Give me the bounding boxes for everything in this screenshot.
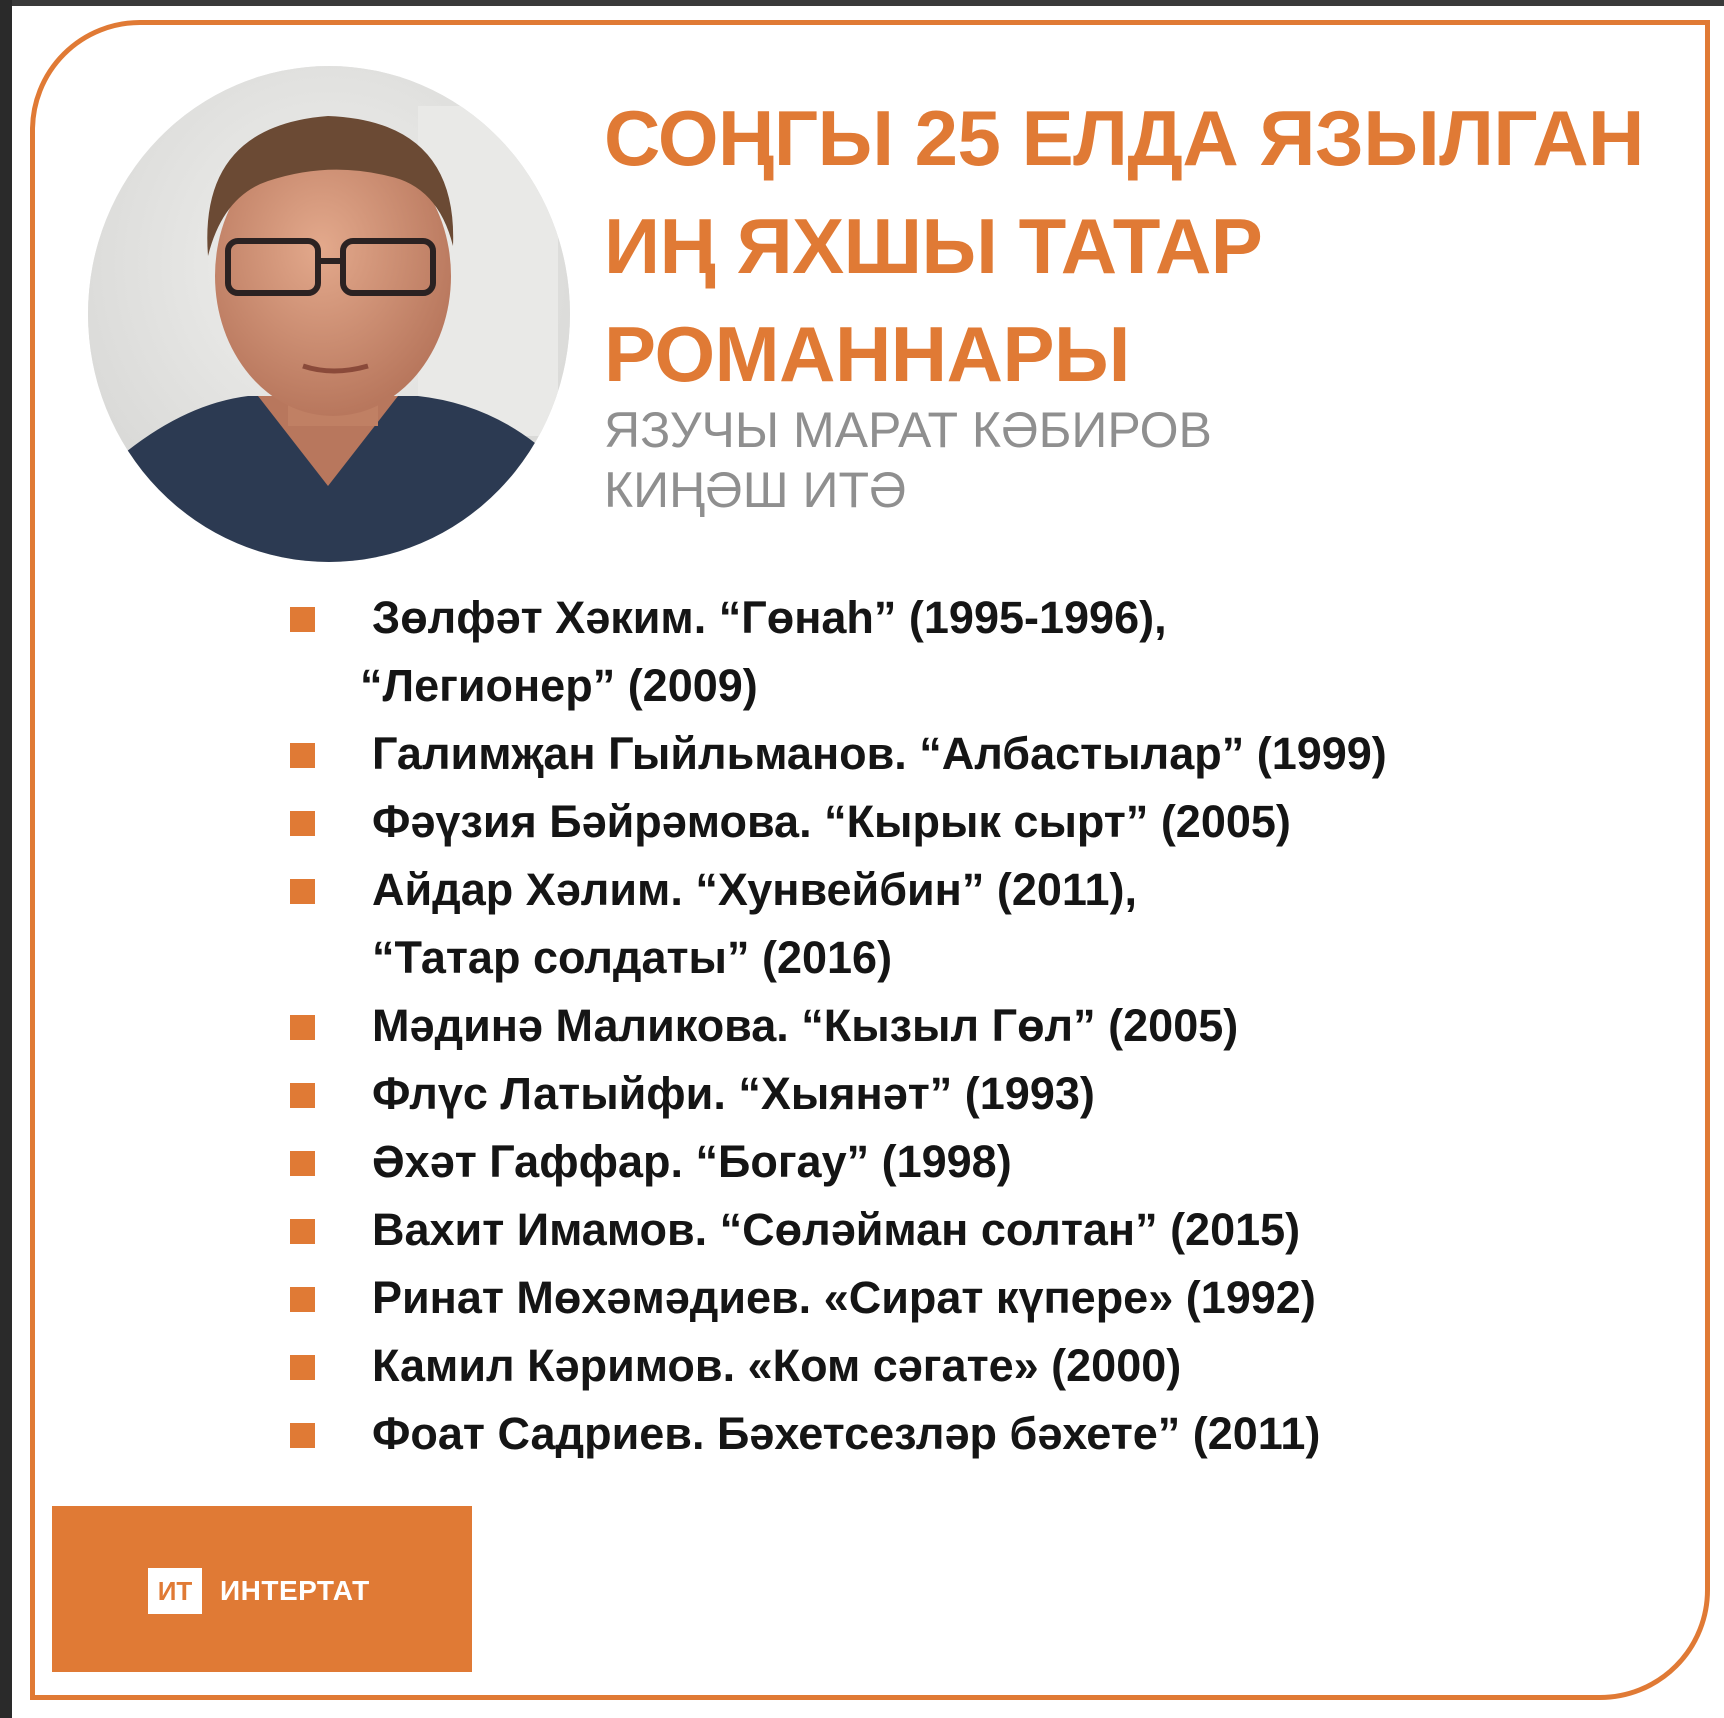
list-item [290,1332,1690,1400]
list-item [290,856,1690,992]
writer-portrait [88,66,570,562]
bullet-square-icon [290,811,315,836]
bullet-square-icon [290,1083,315,1108]
list-item-text: Камил Кәримов. «Ком сәгате» (2000) [372,1340,1182,1391]
intertat-logo-icon: ИТ [148,1568,202,1614]
bullet-square-icon [290,1423,315,1448]
subtitle-line-2: КИҢӘШ ИТӘ [604,462,907,518]
subtitle [604,400,1212,520]
bullet-square-icon [290,1151,315,1176]
intertat-logo-block [52,1506,472,1672]
list-item [290,1128,1690,1196]
list-item-text: Флүс Латыйфи. “Хыянәт” (1993) [372,1068,1095,1119]
headline-line-1: СОҢГЫ 25 ЕЛДА ЯЗЫЛГАН [604,94,1644,182]
window-edge-left [0,0,12,1718]
window-edge-top [0,0,1724,6]
list-item-text: Галимҗан Гыйльманов. “Албастылар” (1999) [372,728,1387,779]
bullet-square-icon [290,1355,315,1380]
list-item-text-continued: “Легионер” (2009) [360,660,758,711]
bullet-square-icon [290,1219,315,1244]
list-item [290,992,1690,1060]
bullet-square-icon [290,879,315,904]
list-item-text: Ринат Мөхәмәдиев. «Сират күпере» (1992) [372,1272,1316,1323]
intertat-logo-name: ИНТЕРТАТ [220,1575,370,1606]
headline-line-3: РОМАННАРЫ [604,310,1130,398]
bullet-square-icon [290,1287,315,1312]
headline [604,84,1684,408]
list-item-text: Айдар Хәлим. “Хунвейбин” (2011), [372,864,1137,915]
bullet-square-icon [290,1015,315,1040]
subtitle-line-1: ЯЗУЧЫ МАРАТ КӘБИРОВ [604,402,1212,458]
list-item-text: Фоат Садриев. Бәхетсезләр бәхете” (2011) [372,1408,1321,1459]
list-item-text: Мәдинә Маликова. “Кызыл Гөл” (2005) [372,1000,1239,1051]
novel-list [290,584,1690,1468]
list-item [290,1060,1690,1128]
list-item-text: Зөлфәт Хәким. “Гөнаһ” (1995-1996), [372,592,1167,643]
list-item [290,788,1690,856]
list-item-text-continued: “Татар солдаты” (2016) [372,932,893,983]
bullet-square-icon [290,743,315,768]
list-item [290,720,1690,788]
bullet-square-icon [290,607,315,632]
list-item [290,1196,1690,1264]
list-item [290,584,1690,720]
list-item [290,1264,1690,1332]
list-item-text: Фәүзия Бәйрәмова. “Кырык сырт” (2005) [372,796,1291,847]
list-item [290,1400,1690,1468]
list-item-text: Вахит Имамов. “Сөләйман солтан” (2015) [372,1204,1301,1255]
writer-portrait-photo-icon [88,66,570,562]
list-item-text: Әхәт Гаффар. “Богау” (1998) [372,1136,1012,1187]
headline-line-2: ИҢ ЯХШЫ ТАТАР [604,202,1263,290]
